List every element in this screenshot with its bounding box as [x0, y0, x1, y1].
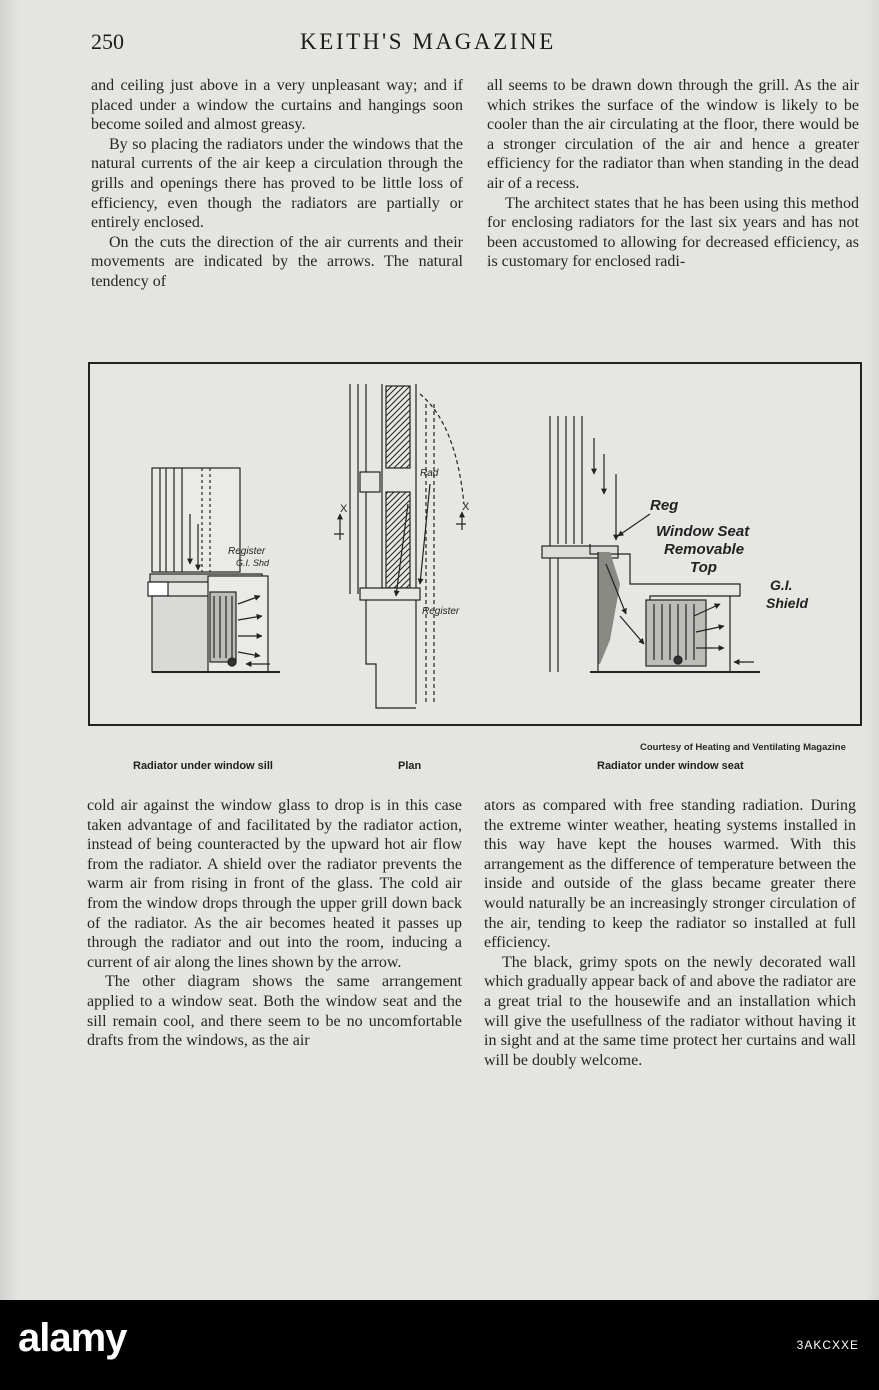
- label-shield: Shield: [766, 595, 809, 611]
- caption-middle: Plan: [398, 760, 422, 772]
- image-id: 3AKCXXE: [796, 1338, 859, 1352]
- radiator-diagrams: [90, 364, 860, 724]
- paragraph: On the cuts the direction of the air currents and their movements are indicated by the arrows. The natural tendency of: [91, 233, 463, 290]
- label-gi: G.I.: [770, 577, 793, 593]
- diagram-radiator-under-sill: [148, 468, 280, 672]
- label-window-seat: Window Seat: [656, 523, 750, 540]
- text-column-bottom-right: [484, 796, 856, 1070]
- paragraph: cold air against the window glass to drop is in this case taken advantage of and facilitated by the radiator action, instead of being counteracted by the upward hot air flow from the radiator. A shield over the radiator prevents the warm air from rising in front of the glass. The cold air from the window drops through the upper grill down back of the radiator. As the air becomes heated it passes up through the radiator and out into the room, inducing a current of air along the lines shown by the arrow.: [87, 797, 462, 971]
- label-rad: Rad: [420, 468, 439, 479]
- paragraph: and ceiling just above in a very unpleasant way; and if placed under a window the curtains and hangings soon become soiled and almost greasy.: [91, 77, 463, 134]
- label-plan-register: Register: [422, 606, 460, 617]
- text-column-top-left: [91, 76, 463, 292]
- running-head: KEITH'S MAGAZINE: [300, 29, 556, 54]
- text-column-top-right: [487, 76, 859, 272]
- watermark-footer-bar: [0, 1300, 879, 1390]
- paragraph: ators as compared with free standing radiation. During the extreme winter weather, heating systems installed in this way have kept the houses warmed. With this arrangement as the difference of temperature between the inside and outside of the glass became greater there would naturally be an increasingly stronger circulation of the air, tending to keep the radiator so installed at full efficiency.: [484, 797, 856, 952]
- label-gi-shd: G.I. Shd: [236, 558, 270, 568]
- paragraph: all seems to be drawn down through the grill. As the air which strikes the surface of the window is likely to be cooler than the air circulating at the floor, there would be a stronger circulation of the air and hence a greater efficiency for the radiator than when standing in the dead air of a recess.: [487, 77, 859, 192]
- page-edge-shade: [0, 0, 20, 1300]
- label-x-left: X: [340, 503, 348, 515]
- text-column-bottom-left: [87, 796, 462, 1051]
- label-x-right: X: [462, 501, 470, 513]
- caption-left: Radiator under window sill: [133, 760, 273, 772]
- page-number: 250: [91, 29, 124, 54]
- paragraph: By so placing the radiators under the windows that the natural currents of the air keep a circulation through the grills and openings there has proved to be little loss of efficiency, even though the radiators are partially or entirely enclosed.: [91, 135, 463, 232]
- figure-credit: Courtesy of Heating and Ventilating Magazine: [640, 742, 846, 753]
- alamy-logo: alamy: [18, 1316, 127, 1360]
- caption-right: Radiator under window seat: [597, 760, 744, 772]
- label-top: Top: [690, 559, 717, 576]
- paragraph: The architect states that he has been using this method for enclosing radiators for the last six years and has not been accustomed to allowing for decreased efficiency, as is customary for enclosed radi-: [487, 194, 859, 271]
- paragraph: The black, grimy spots on the newly decorated wall which gradually appear back of and above the radiator are a great trial to the housewife and an installation which will give the usefullness of the radiator without having it in sight and at the same time protect her curtains and wall will be doubly welcome.: [484, 953, 856, 1069]
- label-register: Register: [228, 546, 266, 557]
- diagram-plan: [334, 384, 466, 708]
- paragraph: The other diagram shows the same arrangement applied to a window seat. Both the window seat and the sill remain cool, and there seem to be no uncomfortable drafts from the windows, as the air: [87, 973, 462, 1050]
- label-reg: Reg: [650, 497, 679, 514]
- page-edge-shade: [865, 0, 879, 1300]
- radiator-diagram-figure: [88, 362, 862, 726]
- label-removable: Removable: [664, 541, 745, 558]
